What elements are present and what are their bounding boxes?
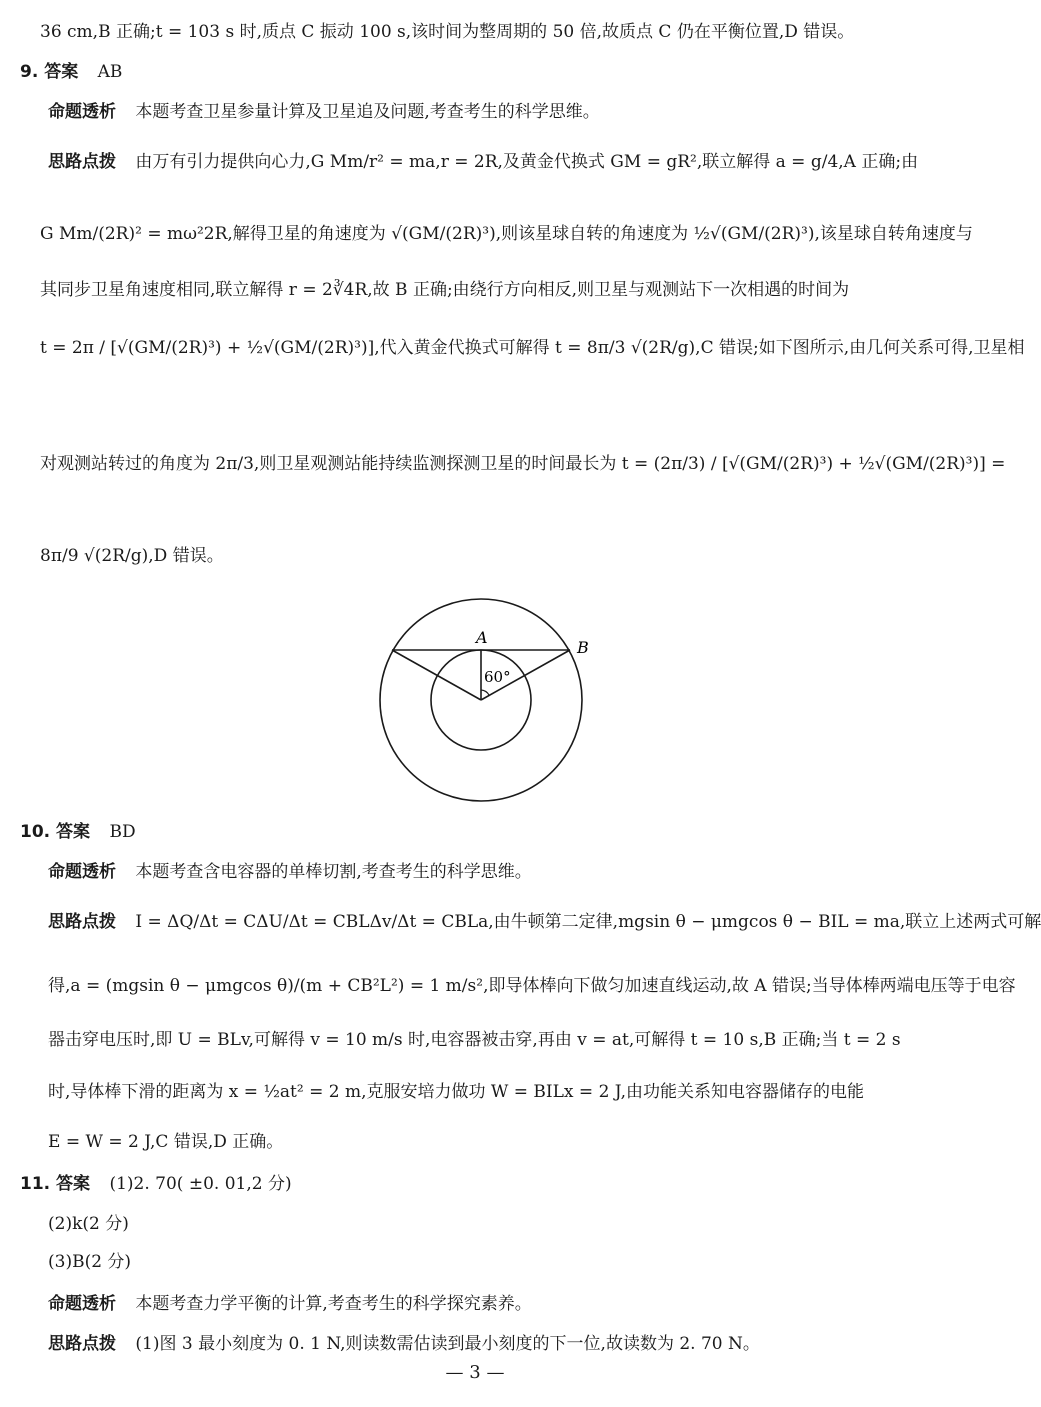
- answer-value: AB: [97, 62, 123, 82]
- section-tag: 命题透析: [48, 102, 116, 122]
- q10-line-2: [48, 964, 1016, 1008]
- q10-line-5: [48, 1130, 928, 1154]
- label-b: B: [577, 638, 589, 657]
- question-number: 11. 答案: [20, 1174, 91, 1194]
- q11-line-1: [48, 1332, 928, 1356]
- q11-answer-3: [48, 1250, 928, 1274]
- answer-value: (2)k(2 分): [48, 1214, 129, 1234]
- q10-line-4: [48, 1070, 928, 1114]
- math-line: 8π/9 √(2R/g),D 错误。: [40, 546, 224, 566]
- orbit-figure: [370, 600, 610, 810]
- section-tag: 思路点拨: [48, 912, 116, 932]
- math-line: 器击穿电压时,即 U = BLv,可解得 v = 10 m/s 时,电容器被击穿,再由 v = at,可解得 t = 10 s,B 正确;当 t = 2 s: [48, 1030, 901, 1050]
- section-text: 本题考查力学平衡的计算,考查考生的科学探究素养。: [135, 1294, 532, 1314]
- q10-line-1: [48, 900, 1041, 944]
- math-line: G Mm/(2R)² = mω²2R,解得卫星的角速度为 √(GM/(2R)³),则该星球自转的角速度为 ½√(GM/(2R)³),该星球自转角速度与: [40, 224, 973, 244]
- math-line: 由万有引力提供向心力,G Mm/r² = ma,r = 2R,及黄金代换式 GM = gR²,联立解得 a = g/4,A 正确;由: [135, 152, 919, 172]
- q9-line-6: [40, 536, 928, 576]
- answer-value: (1)2. 70( ±0. 01,2 分): [109, 1174, 292, 1194]
- text-l1: 36 cm,B 正确;t = 103 s 时,质点 C 振动 100 s,该时间为整周期的 50 倍,故质点 C 仍在平衡位置,D 错误。: [40, 22, 855, 42]
- q9-line-4: [40, 322, 1025, 374]
- section-tag: 命题透析: [48, 862, 116, 882]
- q9-line-3: [40, 278, 928, 302]
- section-tag: 思路点拨: [48, 152, 116, 172]
- q9-line-1: [48, 142, 928, 182]
- section-text: 本题考查卫星参量计算及卫星追及问题,考查考生的科学思维。: [135, 102, 600, 122]
- q9-line-2: [40, 212, 973, 256]
- math-line: 对观测站转过的角度为 2π/3,则卫星观测站能持续监测探测卫星的时间最长为 t = (2π/3) / [√(GM/(2R)³) + ½√(GM/(2R)³)] =: [40, 454, 1006, 474]
- math-line: E = W = 2 J,C 错误,D 正确。: [48, 1132, 284, 1152]
- q11-answer-2: [48, 1212, 928, 1236]
- q10-line-3: [48, 1028, 928, 1052]
- question-number: 10. 答案: [20, 822, 91, 842]
- question-number: 9. 答案: [20, 62, 79, 82]
- section-tag: 思路点拨: [48, 1334, 116, 1354]
- paragraph-line: [40, 20, 928, 44]
- q9-line-5: [40, 438, 1006, 490]
- radius-line-left: [392, 650, 481, 700]
- math-line: 时,导体棒下滑的距离为 x = ½at² = 2 m,克服安培力做功 W = BILx = 2 J,由功能关系知电容器储存的电能: [48, 1082, 865, 1102]
- answer-value: (3)B(2 分): [48, 1252, 132, 1272]
- q11-intro: [48, 1292, 928, 1316]
- math-line: 得,a = (mgsin θ − μmgcos θ)/(m + CB²L²) = 1 m/s²,即导体棒向下做匀加速直线运动,故 A 错误;当导体棒两端电压等于电容: [48, 976, 1016, 996]
- answer-value: BD: [109, 822, 136, 842]
- angle-label: 60°: [484, 668, 511, 686]
- math-line: t = 2π / [√(GM/(2R)³) + ½√(GM/(2R)³)],代入黄金代换式可解得 t = 8π/3 √(2R/g),C 错误;如下图所示,由几何关系可得,卫星相: [40, 338, 1025, 358]
- q9-intro: [48, 100, 928, 124]
- question-9-header: [20, 60, 928, 84]
- question-11-header: [20, 1172, 928, 1196]
- label-a: A: [476, 628, 488, 647]
- page-number: — 3 —: [445, 1362, 505, 1383]
- angle-arc: [481, 690, 489, 695]
- question-10-header: [20, 820, 928, 844]
- section-tag: 命题透析: [48, 1294, 116, 1314]
- q10-intro: [48, 860, 928, 884]
- math-line: 其同步卫星角速度相同,联立解得 r = 2∛4R,故 B 正确;由绕行方向相反,则卫星与观测站下一次相遇的时间为: [40, 280, 850, 300]
- math-line: I = ΔQ/Δt = CΔU/Δt = CBLΔv/Δt = CBLa,由牛顿第二定律,mgsin θ − μmgcos θ − BIL = ma,联立上述两式可解: [135, 912, 1041, 932]
- section-text: (1)图 3 最小刻度为 0. 1 N,则读数需估读到最小刻度的下一位,故读数为 2. 70 N。: [135, 1334, 760, 1354]
- section-text: 本题考查含电容器的单棒切割,考查考生的科学思维。: [135, 862, 532, 882]
